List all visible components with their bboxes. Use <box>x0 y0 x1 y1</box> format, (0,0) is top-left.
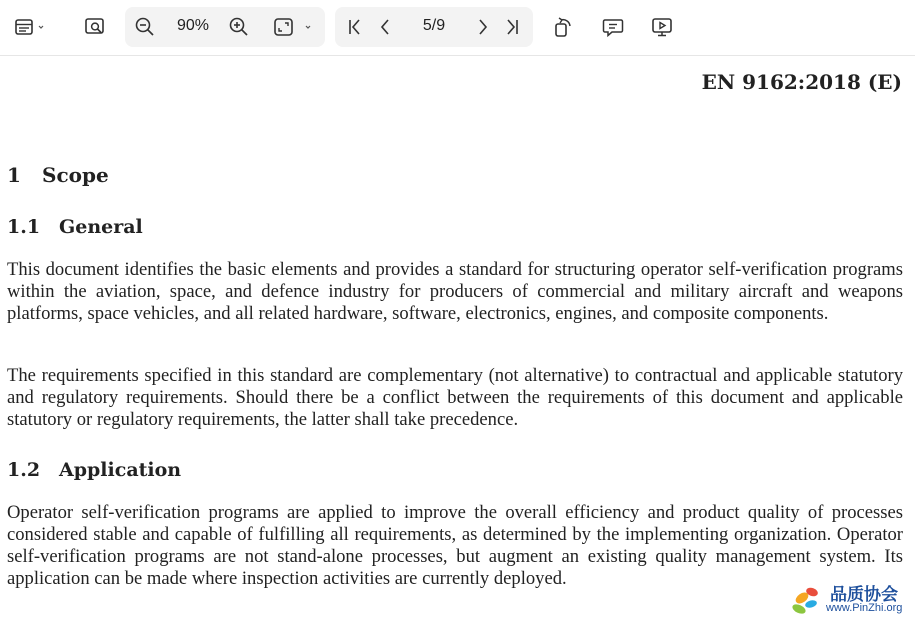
comment-button[interactable] <box>595 9 631 45</box>
first-page-icon <box>345 17 365 37</box>
document-page <box>0 56 915 620</box>
present-icon <box>651 16 673 38</box>
chevron-left-icon <box>375 17 395 37</box>
section-title: Scope <box>42 163 109 187</box>
zoom-level[interactable]: 90% <box>176 17 210 34</box>
zoom-in-icon <box>228 16 250 38</box>
fit-page-button[interactable] <box>266 9 318 45</box>
section-number: 1.1 <box>7 216 41 238</box>
pdf-toolbar <box>0 0 915 56</box>
section-number: 1 <box>7 163 21 187</box>
chevron-right-icon <box>473 17 493 37</box>
view-mode-button[interactable] <box>6 9 50 45</box>
rotate-button[interactable] <box>545 9 581 45</box>
section-number: 1.2 <box>7 459 41 481</box>
page-indicator[interactable]: 5/9 <box>422 17 446 34</box>
paragraph-application: Operator self-verification programs are applied to improve the overall efficiency and product quality of processes considered stable and capable of fulfilling all requirements, as determined by the implementing organization. Operator self-verification programs are not stand-alone processes, but augment an existing quality management system. Its application can be made where inspection activities are currently deployed. <box>7 502 903 589</box>
zoom-in-button[interactable] <box>221 9 257 45</box>
standard-id: EN 9162:2018 (E) <box>701 70 902 94</box>
paragraph-general-2: The requirements specified in this standard are complementary (not alternative) to contractual and applicable statutory and regulatory requirements. Should there be a conflict between the requirements of this document and applicable statutory or regulatory requirements, the latter shall take precedence. <box>7 365 903 430</box>
fit-page-icon <box>268 16 316 38</box>
section-title: General <box>59 216 143 238</box>
view-mode-icon <box>10 17 46 37</box>
zoom-out-button[interactable] <box>127 9 163 45</box>
rotate-icon <box>552 16 574 38</box>
zoom-out-icon <box>134 16 156 38</box>
present-button[interactable] <box>644 9 680 45</box>
section-heading-scope <box>7 163 109 187</box>
pinzhi-watermark <box>790 580 915 620</box>
section-title: Application <box>59 459 182 481</box>
watermark-name: 品质协会 <box>830 585 898 605</box>
section-heading-general <box>7 216 143 238</box>
watermark-url: www.PinZhi.org <box>826 602 903 614</box>
find-in-page-button[interactable] <box>77 9 113 45</box>
paragraph-general-1: This document identifies the basic elements and provides a standard for structuring operator self-verification programs within the aviation, space, and defence industry for producers of commercial and military aircraft and weapons platforms, space vehicles, and all related hardware, software, electronics, engines, and composite components. <box>7 259 903 324</box>
comment-icon <box>602 16 624 38</box>
find-icon <box>84 16 106 38</box>
last-page-icon <box>502 17 522 37</box>
last-page-button[interactable] <box>494 9 530 45</box>
previous-page-button[interactable] <box>367 9 403 45</box>
pinzhi-logo-icon <box>790 580 832 620</box>
section-heading-application <box>7 459 181 481</box>
